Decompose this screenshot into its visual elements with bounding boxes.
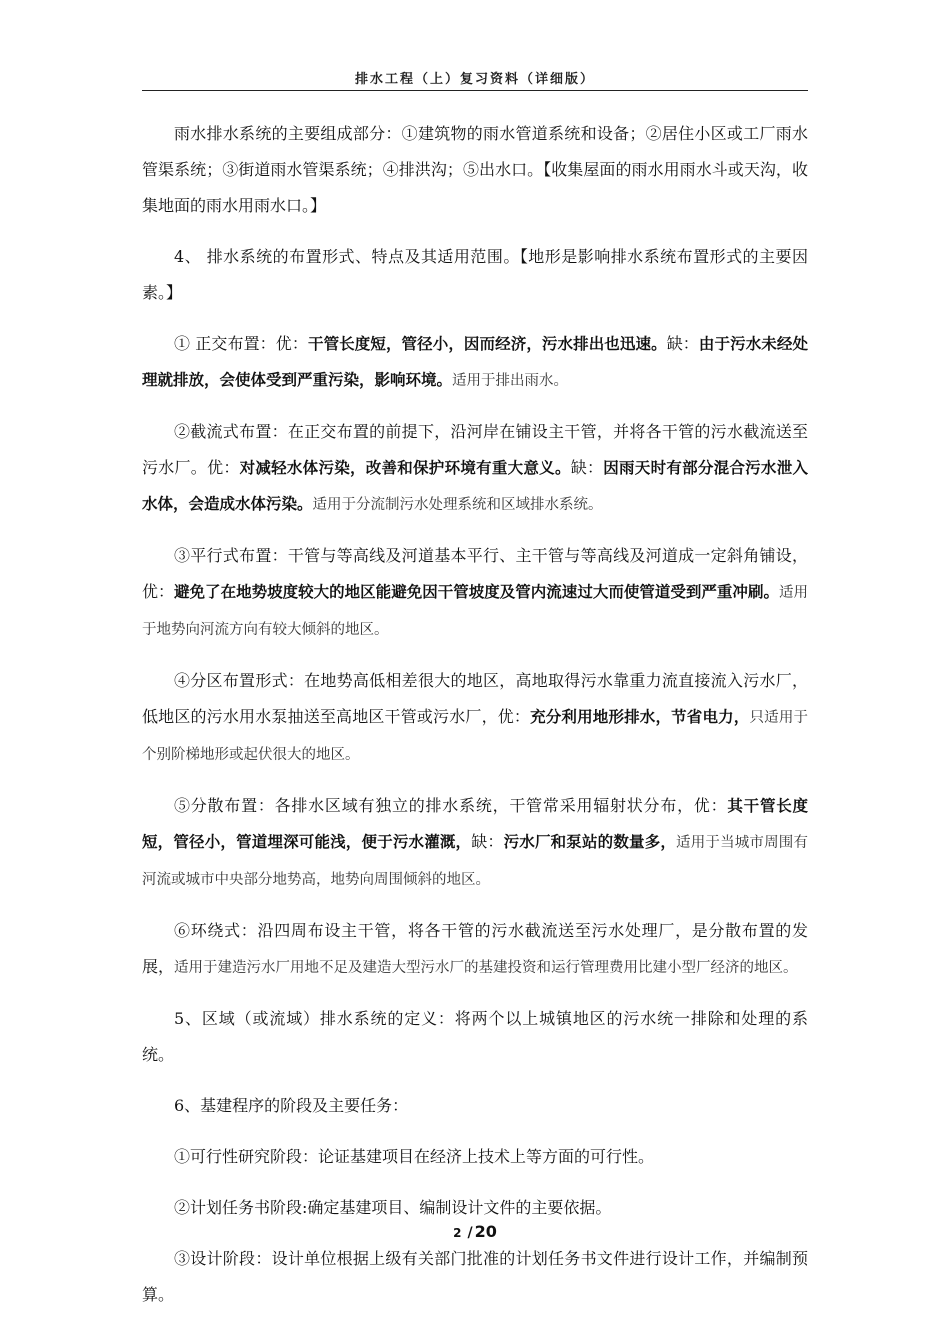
text-run: ①可行性研究阶段：论证基建项目在经济上技术上等方面的可行性。 (174, 1147, 655, 1166)
paragraph (142, 913, 808, 986)
text-run: ① 正交布置：优： (174, 334, 308, 353)
text-run: ⑥环绕式：沿四周布设主干管，将各干管的污水截流送至污水处理厂，是分散布置的发展， (142, 921, 808, 976)
text-run: ④分区布置形式：在地势高低相差很大的地区，高地取得污水靠重力流直接流入污水厂，低地区的污水用水泵抽送至高地区干管或污水厂，优： (142, 671, 808, 726)
bold-text: 避免了在地势坡度较大的地区能避免因干管坡度及管内流速过大而使管道受到严重冲刷。 (174, 583, 779, 601)
paragraph (142, 414, 808, 523)
bold-text: 充分利用地形排水，节省电力， (530, 708, 750, 726)
bold-text: 干管长度短，管径小，因而经济，污水排出也迅速。 (307, 335, 667, 353)
fangsong-text: 适用于建造污水厂用地不足及建造大型污水厂的基建投资和运行管理费用比建小型厂经济的地区。 (174, 960, 798, 976)
current-page: 2 (453, 1226, 462, 1240)
text-run: ⑤分散布置：各排水区域有独立的排水系统，干管常采用辐射状分布，优： (174, 796, 728, 815)
paragraph (142, 538, 808, 648)
text-run: 5、区域（或流域）排水系统的定义：将两个以上城镇地区的污水统一排除和处理的系统。 (142, 1009, 808, 1064)
text-run: ③平行式布置：干管与等高线及河道基本平行、主干管与等高线及河道成一定斜角铺设，优： (142, 546, 808, 601)
bold-text: 由于污水未经处理就排放，会使体受到严重污染，影响环境。 (142, 335, 808, 389)
bold-text: 其干管长度短，管径小，管道埋深可能浅，便于污水灌溉， (142, 797, 808, 851)
paragraph (142, 116, 808, 224)
paragraph (142, 326, 808, 399)
paragraph (142, 1139, 808, 1175)
text-run: ②截流式布置：在正交布置的前提下，沿河岸在铺设主干管，并将各干管的污水截流送至污水厂。优： (142, 422, 808, 477)
paragraph (142, 1001, 808, 1073)
text-run: 6、基建程序的阶段及主要任务： (174, 1096, 409, 1115)
page-separator: / (467, 1225, 473, 1241)
bold-text: 因雨天时有部分混合污水泄入水体，会造成水体污染。 (142, 459, 808, 513)
text-run: ③设计阶段：设计单位根据上级有关部门批准的计划任务书文件进行设计工作，并编制预算。 (142, 1249, 808, 1304)
text-run: 4、 排水系统的布置形式、特点及其适用范围。【地形是影响排水系统布置形式的主要因素。】 (142, 247, 808, 302)
text-run: 缺： (666, 334, 699, 353)
bold-text: 对减轻水体污染，改善和保护环境有重大意义。 (239, 459, 571, 477)
fangsong-text: 适用于地势向河流方向有较大倾斜的地区。 (142, 585, 808, 638)
bold-text: 污水厂和泵站的数量多， (503, 833, 677, 851)
running-header: 排水工程（上）复习资料（详细版） (354, 72, 595, 87)
fangsong-text: 适用于当城市周围有河流或城市中央部分地势高，地势向周围倾斜的地区。 (142, 835, 808, 888)
total-pages: 20 (474, 1222, 497, 1241)
header-divider (142, 90, 808, 91)
paragraph (142, 1190, 808, 1226)
text-run: ②计划任务书阶段:确定基建项目、编制设计文件的主要依据。 (174, 1198, 612, 1217)
paragraph (142, 239, 808, 311)
paragraph (142, 1241, 808, 1313)
text-run: 雨水排水系统的主要组成部分：①建筑物的雨水管道系统和设备；②居住小区或工厂雨水管渠系统；③街道雨水管渠系统；④排洪沟；⑤出水口。【收集屋面的雨水用雨水斗或天沟，收集地面的雨水用雨水口。】 (142, 124, 808, 215)
paragraph (142, 663, 808, 773)
fangsong-text: 适用于排出雨水。 (452, 373, 569, 389)
text-run: 缺： (570, 458, 604, 477)
document-body (142, 116, 808, 1328)
fangsong-text: 只适用于个别阶梯地形或起伏很大的地区。 (142, 710, 808, 763)
fangsong-text: 适用于分流制污水处理系统和区域排水系统。 (312, 497, 603, 513)
paragraph (142, 1088, 808, 1124)
paragraph (142, 788, 808, 898)
page-number (0, 1222, 950, 1241)
text-run: 缺： (471, 832, 504, 851)
